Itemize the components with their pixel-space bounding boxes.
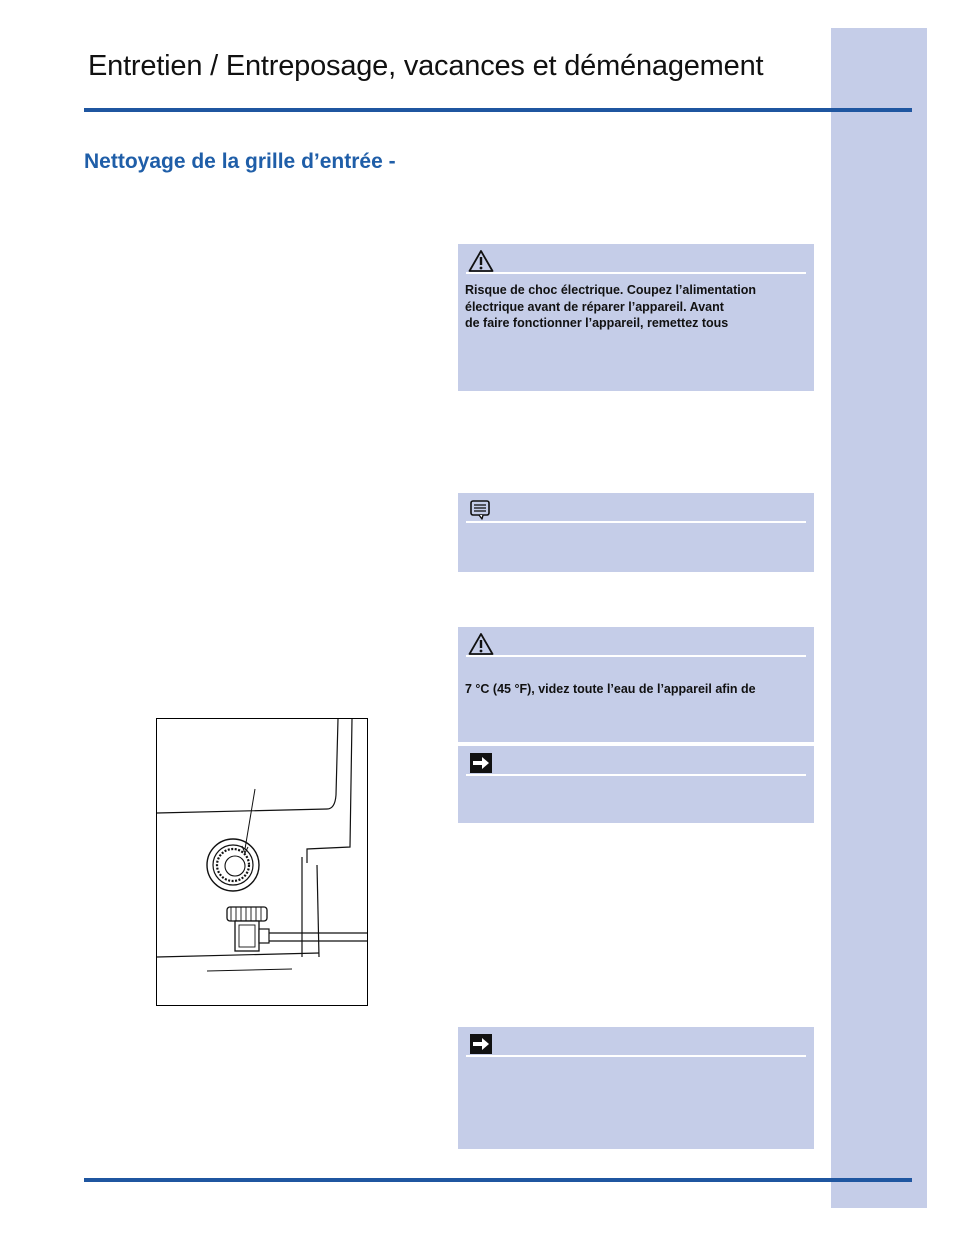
side-tab <box>831 28 927 1208</box>
tip-box <box>458 746 814 823</box>
warning-box-electric-shock <box>458 244 814 391</box>
note-box <box>458 493 814 572</box>
warning-text-line: Risque de choc électrique. Coupez l’alimentation <box>465 283 757 297</box>
box-header <box>466 752 806 776</box>
warning-text <box>465 282 805 332</box>
page-title: Entretien / Entreposage, vacances et déménagement <box>88 50 764 82</box>
arrow-right-icon <box>468 1033 494 1055</box>
section-heading: Nettoyage de la grille d’entrée - <box>84 150 396 173</box>
tip-box <box>458 1027 814 1149</box>
warning-text <box>465 681 805 698</box>
box-header <box>466 1033 806 1057</box>
warning-box-freezing <box>458 627 814 742</box>
note-icon <box>468 499 494 521</box>
warning-triangle-icon <box>468 250 494 272</box>
inlet-screen-illustration <box>157 719 367 1005</box>
box-header <box>466 499 806 523</box>
figure-inlet-screen <box>156 718 368 1006</box>
box-header <box>466 633 806 657</box>
warning-text-line: de faire fonctionner l’appareil, remettez tous <box>465 316 729 330</box>
arrow-right-icon <box>468 752 494 774</box>
warning-triangle-icon <box>468 633 494 655</box>
warning-text-line: électrique avant de réparer l’appareil. Avant <box>465 299 724 314</box>
footer-rule <box>84 1178 912 1182</box>
header-rule <box>84 108 912 112</box>
box-header <box>466 250 806 274</box>
warning-text-line: 7 °C (45 °F), videz toute l’eau de l’appareil afin de <box>465 682 756 696</box>
